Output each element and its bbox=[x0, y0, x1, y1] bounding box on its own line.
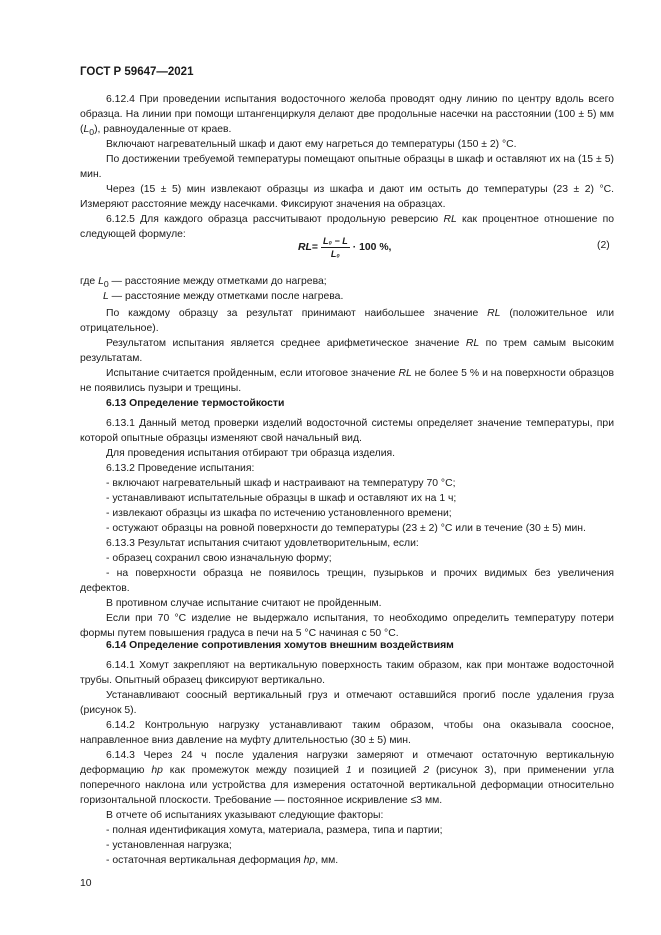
paragraph-6-13-fail: В противном случае испытание считают не пройденным. bbox=[106, 598, 382, 609]
paragraph-result-1: По каждому образцу за результат принимают наибольшее значение RL (положительное или отрицательное). bbox=[80, 308, 614, 334]
list-item: - на поверхности образца не появилось трещин, пузырьков и прочих видимых без увеличения дефектов. bbox=[80, 568, 614, 594]
paragraph-6-14-load: Устанавливают соосный вертикальный груз и отмечают оставшийся прогиб после удаления груза (рисунок 5). bbox=[80, 690, 614, 716]
section-title-6-14: 6.14 Определение сопротивления хомутов внешним воздействиям bbox=[106, 640, 454, 651]
paragraph-result-2: Результатом испытания является среднее арифметическое значение RL по трем самым высоким результатам. bbox=[80, 338, 614, 364]
formula-rl: RL = $\frac{\text{L₀ − L}}{\text{L₀}}$ · 100 %, bbox=[298, 236, 392, 259]
paragraph-6-12-4: 6.12.4 При проведении испытания водосточного желоба проводят одну линию по центру вдоль всего образца. На линии при помощи штангенциркуля делают две продольные насечки на расстоянии (100 ± 5) мм $(L_0)$, равноудаленные от краев. bbox=[80, 94, 614, 138]
list-item: - включают нагревательный шкаф и настраивают на температуру 70 °С; bbox=[106, 478, 456, 489]
section-title-6-13: 6.13 Определение термостойкости bbox=[106, 398, 285, 409]
paragraph-6-14-3: 6.14.3 Через 24 ч после удаления нагрузки замеряют и отмечают остаточную вертикальную деформацию hp как промежуток между позицией 1 и позицией 2 (рисунок 3), при применении угла поперечного наклона или устройства для измерения остаточной вертикальной деформации относительно горизонтальной плоскости. Требование — постоянное искривление ≤3 мм. bbox=[80, 750, 614, 806]
paragraph-6-14-report: В отчете об испытаниях указывают следующие факторы: bbox=[106, 810, 384, 821]
paragraph-6-13-3: 6.13.3 Результат испытания считают удовлетворительным, если: bbox=[106, 538, 419, 549]
formula-number: (2) bbox=[597, 240, 610, 251]
list-item: - полная идентификация хомута, материала, размера, типа и партии; bbox=[106, 825, 443, 836]
paragraph-heat-1: Включают нагревательный шкаф и дают ему нагреться до температуры (150 ± 2) °С. bbox=[106, 139, 517, 150]
list-item: - образец сохранил свою изначальную форму; bbox=[106, 553, 332, 564]
paragraph-6-13-temp: Если при 70 °С изделие не выдержало испытания, то необходимо определить температуру потери формы путем повышения градуса в печи на 5 °С начиная с 50 °С. bbox=[80, 613, 614, 639]
list-item: - извлекают образцы из шкафа по истечению установленного времени; bbox=[106, 508, 452, 519]
list-item: - установленная нагрузка; bbox=[106, 840, 232, 851]
paragraph-6-12-5: 6.12.5 Для каждого образца рассчитывают продольную реверсию RL как процентное отношение по следующей формуле: bbox=[80, 214, 615, 240]
list-item: - устанавливают испытательные образцы в шкаф и оставляют их на 1 ч; bbox=[106, 493, 457, 504]
paragraph-6-14-1: 6.14.1 Хомут закрепляют на вертикальную поверхность таким образом, как при монтаже водосточной трубы. Опытный образец фиксируют вертикально. bbox=[80, 660, 614, 686]
paragraph-result-3: Испытание считается пройденным, если итоговое значение RL не более 5 % и на поверхности образцов не появились пузыри и трещины. bbox=[80, 368, 614, 394]
paragraph-6-14-2: 6.14.2 Контрольную нагрузку устанавливают таким образом, чтобы она оказывала соосное, направленное вниз давление на муфту длительностью (30 ± 5) мин. bbox=[80, 720, 614, 746]
list-item: - остаточная вертикальная деформация hp, мм. bbox=[106, 855, 339, 866]
standard-header: ГОСТ Р 59647—2021 bbox=[80, 66, 194, 78]
list-item: - остужают образцы на ровной поверхности до температуры (23 ± 2) °С или в течение (30 ± 5) мин. bbox=[106, 523, 586, 534]
page-number: 10 bbox=[80, 878, 92, 889]
paragraph-6-13-1: 6.13.1 Данный метод проверки изделий водосточной системы определяет значение температуры, при которой опытные образцы изменяют свой начальный вид. bbox=[80, 418, 614, 444]
paragraph-heat-2: По достижении требуемой температуры помещают опытные образцы в шкаф и оставляют их на (15 ± 5) мин. bbox=[80, 154, 614, 180]
definition-l: L — расстояние между отметками после нагрева. bbox=[103, 291, 344, 302]
paragraph-6-13-samples: Для проведения испытания отбирают три образца изделия. bbox=[106, 448, 396, 459]
paragraph-heat-3: Через (15 ± 5) мин извлекают образцы из шкафа и дают им остыть до температуры (23 ± 2) °С. Измеряют расстояние между насечками. Фиксируют значения на образцах. bbox=[80, 184, 614, 210]
definition-l0: где $L_0$ — расстояние между отметками до нагрева; bbox=[80, 276, 327, 290]
paragraph-6-13-2: 6.13.2 Проведение испытания: bbox=[106, 463, 255, 474]
